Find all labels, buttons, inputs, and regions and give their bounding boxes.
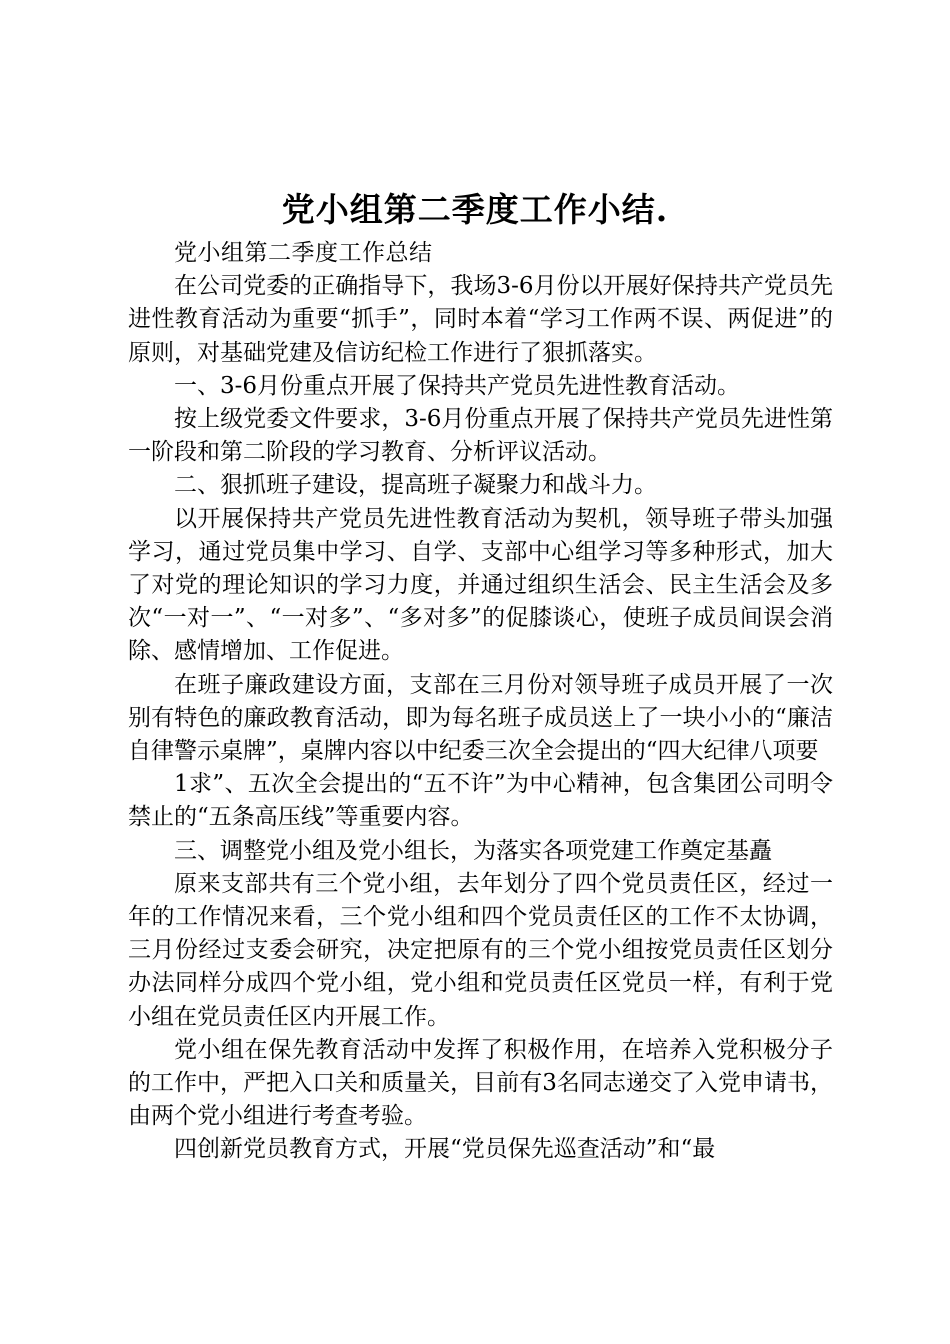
section-heading: 三、调整党小组及党小组长，为落实各项党建工作奠定基矗 — [174, 837, 772, 864]
body-paragraph: 四创新党员教育方式，开展“党员保先巡查活动”和“最 — [174, 1136, 716, 1163]
body-paragraph: 原来支部共有三个党小组，去年划分了四个党员责任区，经过一年的工作情况来看，三个党小组和四个党员责任区的工作不太协调，三月份经过支委会研究，决定把原有的三个党小组按党员责任区划分办法同样分成四个党小组，党小组和党员责任区党员一样，有利于党小组在党员责任区内开展工作。 — [128, 870, 833, 1030]
section-heading: 二、狠抓班子建设，提高班子凝聚力和战斗力。 — [174, 472, 657, 499]
body-paragraph: 1求”、五次全会提出的“五不许”为中心精神，包含集团公司明令禁止的“五条高压线”等重要内容。 — [128, 771, 833, 831]
section-heading: 一、3-6月份重点开展了保持共产党员先进性教育活动。 — [174, 372, 741, 399]
body-paragraph: 在班子廉政建设方面，支部在三月份对领导班子成员开展了一次别有特色的廉政教育活动，即为每名班子成员送上了一块小小的“廉洁自律警示桌牌”，桌牌内容以中纪委三次全会提出的“四大纪律八项要 — [128, 671, 833, 765]
document-subtitle: 党小组第二季度工作总结 — [174, 240, 433, 266]
document-title: 党小组第二季度工作小结. — [281, 190, 669, 229]
body-paragraph: 按上级党委文件要求，3-6月份重点开展了保持共产党员先进性第一阶段和第二阶段的学习教育、分析评议活动。 — [128, 406, 833, 466]
body-paragraph: 党小组在保先教育活动中发挥了积极作用，在培养入党积极分子的工作中，严把入口关和质量关，目前有3名同志递交了入党申请书，由两个党小组进行考查考验。 — [128, 1036, 833, 1130]
document-body — [128, 237, 833, 1167]
body-paragraph: 在公司党委的正确指导下，我场3-6月份以开展好保持共产党员先进性教育活动为重要“抓手”，同时本着“学习工作两不误、两促进”的原则，对基础党建及信访纪检工作进行了狠抓落实。 — [128, 273, 833, 366]
body-paragraph: 以开展保持共产党员先进性教育活动为契机，领导班子带头加强学习，通过党员集中学习、自学、支部中心组学习等多种形式，加大了对党的理论知识的学习力度，并通过组织生活会、民主生活会及多次“一对一”、“一对多”、“多对多”的促膝谈心，使班子成员间误会消除、感情增加、工作促进。 — [128, 505, 833, 665]
